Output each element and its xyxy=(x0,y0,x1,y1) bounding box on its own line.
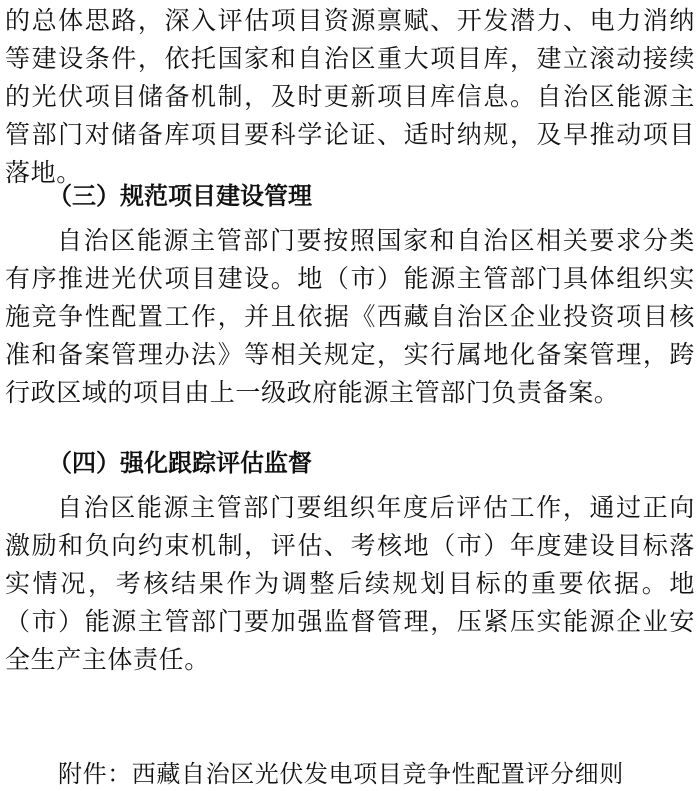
intro-paragraph: 的总体思路，深入评估项目资源禀赋、开发潜力、电力消纳等建设条件，依托国家和自治区重大项目库，建立滚动接续的光伏项目储备机制，及时更新项目库信息。自治区能源主管部门对储备库项目要科学论证、适时纳规，及早推动项目落地。 xyxy=(5,6,695,187)
section-3-paragraph: 自治区能源主管部门要按照国家和自治区相关要求分类有序推进光伏项目建设。地（市）能源主管部门具体组织实施竞争性配置工作，并且依据《西藏自治区企业投资项目核准和备案管理办法》等相关规定，实行属地化备案管理，跨行政区域的项目由上一级政府能源主管部门负责备案。 xyxy=(5,226,695,407)
section-heading-3: （三）规范项目建设管理 xyxy=(48,182,312,210)
attachment-note: 附件：西藏自治区光伏发电项目竞争性配置评分细则 xyxy=(58,760,624,788)
section-heading-4: （四）强化跟踪评估监督 xyxy=(48,449,312,477)
section-4-paragraph: 自治区能源主管部门要组织年度后评估工作，通过正向激励和负向约束机制，评估、考核地（市）年度建设目标落实情况，考核结果作为调整后续规划目标的重要依据。地（市）能源主管部门要加强监督管理，压紧压实能源企业安全生产主体责任。 xyxy=(5,493,695,674)
